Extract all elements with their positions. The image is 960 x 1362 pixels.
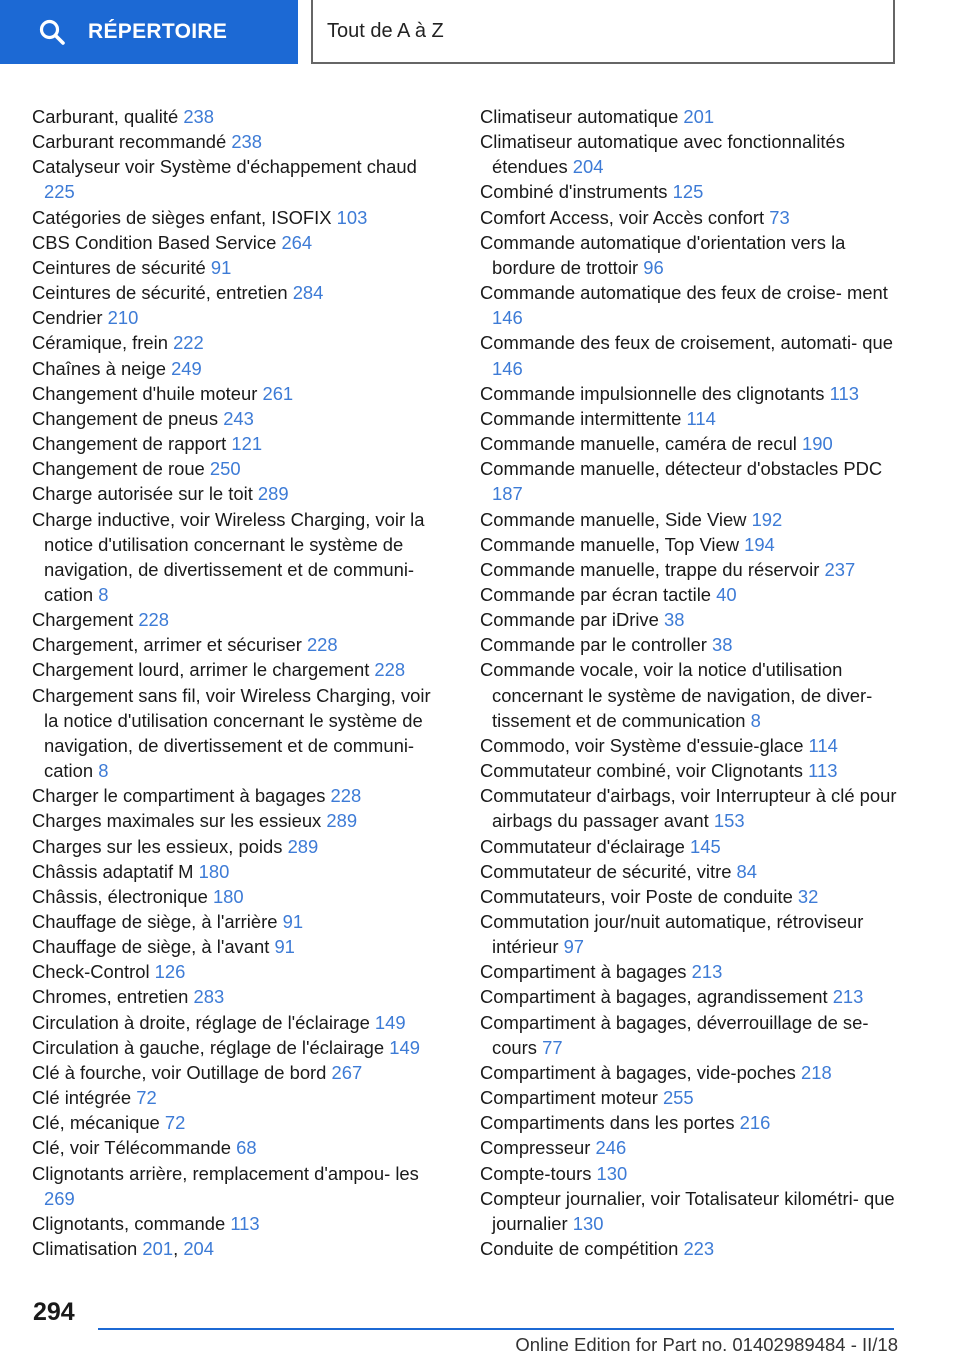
page-reference-link[interactable]: 201 bbox=[142, 1238, 174, 1260]
page-reference-link[interactable]: 261 bbox=[262, 382, 294, 404]
page-reference-link[interactable]: 213 bbox=[832, 986, 864, 1008]
index-entry-term: Clignotants arrière, remplacement d'ampou‐ les bbox=[32, 1162, 419, 1184]
page-reference-link[interactable]: 146 bbox=[492, 307, 523, 329]
page-reference-link[interactable]: 269 bbox=[44, 1187, 75, 1209]
page-reference-link[interactable]: 72 bbox=[136, 1087, 157, 1109]
index-entry bbox=[32, 808, 444, 833]
index-entry bbox=[32, 834, 444, 859]
index-entry bbox=[32, 1236, 444, 1261]
index-entry bbox=[480, 1236, 900, 1261]
index-entry-term: Commutateur d'éclairage bbox=[480, 835, 690, 857]
index-entry-term: Compte-tours bbox=[480, 1162, 597, 1184]
index-entry bbox=[480, 406, 900, 431]
index-entry bbox=[32, 129, 444, 154]
index-entry-term: Commande par iDrive bbox=[480, 609, 664, 631]
index-entry-term: Charge inductive, voir Wireless Charging, voir la notice d'utilisation concernant le système de navigation, de divertissement et de communi‐ cation bbox=[32, 508, 425, 605]
reference-separator: , bbox=[173, 1238, 184, 1260]
page-reference-link[interactable]: 289 bbox=[287, 835, 319, 857]
page-reference-link[interactable]: 32 bbox=[797, 885, 819, 907]
page-reference-link[interactable]: 222 bbox=[173, 332, 204, 354]
index-entry bbox=[32, 1135, 444, 1160]
index-entry bbox=[32, 305, 444, 330]
index-entry bbox=[32, 154, 444, 204]
page-reference-link[interactable]: 225 bbox=[44, 181, 75, 203]
index-entry-term: Changement d'huile moteur bbox=[32, 382, 263, 404]
index-entry-term: Commande manuelle, trappe du réservoir bbox=[480, 558, 825, 580]
page-reference-link[interactable]: 38 bbox=[663, 609, 685, 631]
page-reference-link[interactable]: 190 bbox=[802, 433, 833, 455]
index-entry-term: Catalyseur voir Système d'échappement chaud bbox=[32, 156, 417, 178]
page-reference-link[interactable]: 68 bbox=[236, 1137, 257, 1159]
index-entry-term: Commodo, voir Système d'essuie-glace bbox=[480, 734, 809, 756]
page-reference-link[interactable]: 210 bbox=[107, 307, 139, 329]
page-reference-link[interactable]: 180 bbox=[198, 860, 230, 882]
index-entry bbox=[480, 381, 900, 406]
index-entry-term: Conduite de compétition bbox=[480, 1238, 684, 1260]
index-entry-term: Commande vocale, voir la notice d'utilisation concernant le système de navigation, de diver‐ tissement et de communication bbox=[480, 659, 873, 731]
page-reference-link[interactable]: 8 bbox=[98, 583, 109, 605]
index-entry bbox=[32, 934, 444, 959]
page-reference-link[interactable]: 8 bbox=[98, 760, 109, 782]
index-entry bbox=[32, 984, 444, 1009]
index-entry bbox=[480, 507, 900, 532]
page-reference-link[interactable]: 77 bbox=[542, 1036, 563, 1058]
index-entry bbox=[32, 507, 444, 608]
index-entry bbox=[480, 1135, 900, 1160]
index-entry-term: Commutateur d'airbags, voir Interrupteur à clé pour airbags du passager avant bbox=[480, 785, 897, 832]
index-entry-term: Circulation à droite, réglage de l'éclairage bbox=[32, 1011, 375, 1033]
page-reference-link[interactable]: 249 bbox=[171, 357, 202, 379]
page-reference-link[interactable]: 84 bbox=[736, 860, 758, 882]
page-reference-link[interactable]: 246 bbox=[595, 1137, 627, 1159]
index-entry-term: Clé, mécanique bbox=[32, 1112, 165, 1134]
index-entry-term: Ceintures de sécurité, entretien bbox=[32, 282, 293, 304]
page-reference-link[interactable]: 267 bbox=[331, 1061, 363, 1083]
index-entry-term: Compartiment à bagages, agrandissement bbox=[480, 986, 833, 1008]
index-entry-term: Chauffage de siège, à l'arrière bbox=[32, 911, 283, 932]
index-entry bbox=[480, 1110, 900, 1135]
index-entry-term: Chargement, arrimer et sécuriser bbox=[32, 634, 307, 656]
index-entry bbox=[480, 330, 900, 380]
page-reference-link[interactable]: 130 bbox=[572, 1212, 604, 1234]
index-entry-term: Céramique, frein bbox=[32, 332, 174, 354]
page-reference-link[interactable]: 114 bbox=[686, 407, 716, 429]
page-reference-link[interactable]: 126 bbox=[154, 961, 186, 983]
index-entry bbox=[480, 582, 900, 607]
index-entry bbox=[32, 205, 444, 230]
page-reference-link[interactable]: 223 bbox=[683, 1238, 715, 1260]
index-entry-term: Charges sur les essieux, poids bbox=[32, 835, 288, 857]
index-entry bbox=[480, 280, 900, 330]
index-entry-term: CBS Condition Based Service bbox=[32, 231, 282, 253]
index-entry-term: Carburant recommandé bbox=[32, 131, 232, 153]
index-entry-term: Chargement sans fil, voir Wireless Charging, voir la notice d'utilisation concernant le système de navigation, de divertissement et de communi‐ cation bbox=[32, 684, 431, 782]
index-entry bbox=[32, 959, 444, 984]
index-entry-term: Charger le compartiment à bagages bbox=[32, 785, 331, 807]
page-reference-link[interactable]: 216 bbox=[739, 1112, 771, 1134]
index-entry bbox=[480, 104, 900, 129]
header bbox=[0, 0, 960, 66]
page-reference-link[interactable]: 228 bbox=[330, 785, 362, 807]
index-entry bbox=[480, 431, 900, 456]
index-entry bbox=[32, 230, 444, 255]
index-entry bbox=[480, 632, 900, 657]
page-reference-link[interactable]: 238 bbox=[231, 131, 263, 153]
page-reference-link[interactable]: 121 bbox=[231, 433, 263, 455]
index-entry bbox=[32, 657, 444, 682]
page-reference-link[interactable]: 228 bbox=[138, 609, 169, 631]
index-entry-term: Châssis, électronique bbox=[32, 885, 213, 907]
index-entry bbox=[32, 1060, 444, 1085]
index-entry-term: Commutateur combiné, voir Clignotants bbox=[480, 760, 809, 782]
index-entry-term: Ceintures de sécurité bbox=[32, 256, 211, 278]
page-reference-link[interactable]: 250 bbox=[209, 458, 241, 480]
index-entry bbox=[32, 1161, 444, 1211]
index-entry bbox=[32, 330, 444, 355]
index-entry-term: Commande des feux de croisement, automati‐ que bbox=[480, 332, 893, 354]
index-entry-term: Cendrier bbox=[32, 307, 108, 329]
page-reference-link[interactable]: 201 bbox=[683, 106, 715, 127]
index-entry bbox=[480, 834, 900, 859]
index-entry-term: Commande par écran tactile bbox=[480, 583, 717, 605]
page-reference-link[interactable]: 204 bbox=[572, 156, 604, 178]
index-entry-term: Combiné d'instruments bbox=[480, 181, 673, 203]
index-entry bbox=[32, 255, 444, 280]
index-entry-term: Chargement lourd, arrimer le chargement bbox=[32, 659, 375, 681]
page-reference-link[interactable]: 146 bbox=[492, 357, 523, 379]
index-entry bbox=[480, 657, 900, 732]
index-entry bbox=[32, 431, 444, 456]
index-entry bbox=[32, 481, 444, 506]
index-entry bbox=[32, 632, 444, 657]
page-reference-link[interactable]: 153 bbox=[713, 810, 745, 832]
index-search-label: RÉPERTOIRE bbox=[88, 20, 228, 43]
page-reference-link[interactable]: 145 bbox=[690, 835, 721, 857]
index-entry-term: Commande manuelle, caméra de recul bbox=[480, 433, 802, 455]
index-entry bbox=[480, 129, 900, 179]
index-entry bbox=[480, 205, 900, 230]
index-column-left bbox=[32, 104, 444, 1261]
a-to-z-tab[interactable] bbox=[311, 0, 895, 64]
edition-text: Online Edition for Part no. 01402989484 - II/18 bbox=[515, 1334, 898, 1355]
index-entry-term: Commutation jour/nuit automatique, rétroviseur intérieur bbox=[480, 911, 864, 958]
index-entry bbox=[480, 557, 900, 582]
index-entry-term: Comfort Access, voir Accès confort bbox=[480, 206, 770, 228]
index-entry-term: Catégories de sièges enfant, ISOFIX bbox=[32, 206, 337, 228]
page-reference-link[interactable]: 218 bbox=[801, 1061, 832, 1083]
index-entry bbox=[480, 456, 900, 506]
index-entry-term: Clé, voir Télécommande bbox=[32, 1137, 237, 1159]
index-entry-term: Check-Control bbox=[32, 961, 155, 983]
index-entry-term: Changement de roue bbox=[32, 458, 210, 480]
index-entry-term: Commande impulsionnelle des clignotants bbox=[480, 382, 830, 404]
page-reference-link[interactable]: 114 bbox=[808, 734, 838, 756]
index-entry bbox=[480, 959, 900, 984]
index-entry-term: Charges maximales sur les essieux bbox=[32, 810, 327, 832]
index-entry bbox=[480, 984, 900, 1009]
index-entry-term: Compartiments dans les portes bbox=[480, 1112, 740, 1134]
index-entry-term: Commande par le controller bbox=[480, 634, 713, 656]
page-reference-link[interactable]: 238 bbox=[183, 106, 214, 127]
index-entry-term: Compartiment moteur bbox=[480, 1087, 663, 1109]
page-reference-link[interactable]: 91 bbox=[282, 911, 304, 932]
page-reference-link[interactable]: 113 bbox=[808, 760, 838, 782]
page-reference-link[interactable]: 283 bbox=[193, 986, 225, 1008]
page-reference-link[interactable]: 237 bbox=[824, 558, 856, 580]
index-entry-term: Clignotants, commande bbox=[32, 1212, 231, 1234]
index-entry bbox=[480, 758, 900, 783]
index-entry-term: Compartiment à bagages, vide-poches bbox=[480, 1061, 801, 1083]
index-entry bbox=[32, 1211, 444, 1236]
page-reference-link[interactable]: 38 bbox=[712, 634, 733, 656]
page-reference-link[interactable]: 40 bbox=[716, 583, 737, 605]
page-reference-link[interactable]: 228 bbox=[306, 634, 338, 656]
index-entry bbox=[480, 1186, 900, 1236]
index-entry bbox=[480, 859, 900, 884]
page-reference-link[interactable]: 130 bbox=[596, 1162, 628, 1184]
page-reference-link[interactable]: 149 bbox=[389, 1036, 420, 1058]
index-entry-term: Compresseur bbox=[480, 1137, 596, 1159]
page-reference-link[interactable]: 264 bbox=[281, 231, 313, 253]
index-entry bbox=[480, 1161, 900, 1186]
index-entry bbox=[32, 456, 444, 481]
page-reference-link[interactable]: 204 bbox=[183, 1238, 214, 1260]
page-reference-link[interactable]: 192 bbox=[751, 508, 783, 530]
index-entry bbox=[480, 230, 900, 280]
index-entry bbox=[32, 356, 444, 381]
page-reference-link[interactable]: 213 bbox=[691, 961, 723, 983]
page-reference-link[interactable]: 91 bbox=[274, 936, 295, 958]
index-entry-term: Clé intégrée bbox=[32, 1087, 137, 1109]
page-reference-link[interactable]: 284 bbox=[292, 282, 324, 304]
index-entry bbox=[480, 179, 900, 204]
page-reference-link[interactable]: 243 bbox=[223, 407, 254, 429]
index-entry bbox=[32, 381, 444, 406]
index-entry-term: Changement de pneus bbox=[32, 407, 224, 429]
page-reference-link[interactable]: 97 bbox=[563, 936, 585, 958]
page-reference-link[interactable]: 289 bbox=[326, 810, 358, 832]
page-reference-link[interactable]: 228 bbox=[374, 659, 406, 681]
index-entry-term: Commande automatique des feux de croise‐ ment bbox=[480, 282, 888, 304]
index-entry-term: Commande manuelle, Top View bbox=[480, 533, 745, 555]
index-column-right bbox=[480, 104, 900, 1261]
index-entry bbox=[480, 1085, 900, 1110]
page-reference-link[interactable]: 103 bbox=[336, 206, 368, 228]
index-entry bbox=[480, 884, 900, 909]
index-entry bbox=[480, 909, 900, 959]
page-reference-link[interactable]: 125 bbox=[672, 181, 704, 203]
index-entry-term: Circulation à gauche, réglage de l'éclairage bbox=[32, 1036, 390, 1058]
index-entry bbox=[32, 1035, 444, 1060]
a-to-z-label: Tout de A à Z bbox=[327, 19, 444, 42]
index-entry-term: Climatiseur automatique avec fonctionnalités étendues bbox=[480, 131, 845, 178]
index-entry-term: Compartiment à bagages, déverrouillage de se‐ cours bbox=[480, 1011, 869, 1058]
index-entry-term: Compteur journalier, voir Totalisateur kilométri‐ que journalier bbox=[480, 1187, 895, 1234]
page-reference-link[interactable]: 113 bbox=[829, 382, 859, 404]
page-reference-link[interactable]: 72 bbox=[164, 1112, 186, 1134]
search-icon bbox=[38, 18, 66, 46]
index-entry bbox=[32, 104, 444, 129]
index-entry bbox=[32, 607, 444, 632]
page-reference-link[interactable]: 255 bbox=[662, 1087, 694, 1109]
index-entry-term: Chaînes à neige bbox=[32, 357, 172, 379]
index-search-tab[interactable] bbox=[0, 0, 298, 64]
footer-divider bbox=[98, 1328, 894, 1330]
index-entry-term: Climatisation bbox=[32, 1238, 143, 1260]
index-entry bbox=[480, 607, 900, 632]
index-entry bbox=[480, 783, 900, 833]
index-entry-term: Commutateurs, voir Poste de conduite bbox=[480, 885, 798, 907]
index-entry-term: Châssis adaptatif M bbox=[32, 860, 199, 882]
index-entry bbox=[32, 884, 444, 909]
page-reference-link[interactable]: 91 bbox=[210, 256, 232, 278]
index-entry-term: Clé à fourche, voir Outillage de bord bbox=[32, 1061, 332, 1083]
index-entry bbox=[32, 859, 444, 884]
index-entry bbox=[480, 532, 900, 557]
index-entry bbox=[32, 406, 444, 431]
page-reference-link[interactable]: 73 bbox=[769, 206, 790, 228]
index-entry-term: Commande intermittente bbox=[480, 407, 687, 429]
page-number: 294 bbox=[33, 1298, 75, 1326]
footer bbox=[0, 1290, 960, 1362]
index-entry bbox=[32, 783, 444, 808]
index-entry bbox=[32, 280, 444, 305]
page-reference-link[interactable]: 194 bbox=[744, 533, 775, 555]
page-reference-link[interactable]: 289 bbox=[257, 483, 289, 505]
index-entry-term: Climatiseur automatique bbox=[480, 106, 684, 127]
index-entry bbox=[32, 909, 444, 934]
index-entry bbox=[480, 733, 900, 758]
index-entry bbox=[32, 1010, 444, 1035]
index-entry-term: Chauffage de siège, à l'avant bbox=[32, 936, 275, 958]
index-entry-term: Chargement bbox=[32, 609, 139, 631]
page-reference-link[interactable]: 180 bbox=[212, 885, 244, 907]
index-entry-term: Commande manuelle, détecteur d'obstacles PDC bbox=[480, 458, 883, 480]
index-entry-term: Compartiment à bagages bbox=[480, 961, 692, 983]
page-reference-link[interactable]: 113 bbox=[230, 1212, 260, 1234]
index-entry-term: Charge autorisée sur le toit bbox=[32, 483, 258, 505]
index-entry-term: Changement de rapport bbox=[32, 433, 232, 455]
page-reference-link[interactable]: 149 bbox=[374, 1011, 406, 1033]
index-entry-term: Chromes, entretien bbox=[32, 986, 194, 1008]
index-entry-term: Commande manuelle, Side View bbox=[480, 508, 752, 530]
index-entry-term: Carburant, qualité bbox=[32, 106, 184, 127]
index-entry-term: Commutateur de sécurité, vitre bbox=[480, 860, 737, 882]
index-entry bbox=[480, 1060, 900, 1085]
index-entry bbox=[32, 683, 444, 784]
index-entry bbox=[32, 1085, 444, 1110]
index-entry bbox=[32, 1110, 444, 1135]
index-entry-term: Commande automatique d'orientation vers la bordure de trottoir bbox=[480, 231, 846, 278]
page-reference-link[interactable]: 8 bbox=[750, 709, 761, 731]
index-entry bbox=[480, 1010, 900, 1060]
page-reference-link[interactable]: 96 bbox=[643, 256, 664, 278]
page-reference-link[interactable]: 187 bbox=[492, 483, 523, 505]
